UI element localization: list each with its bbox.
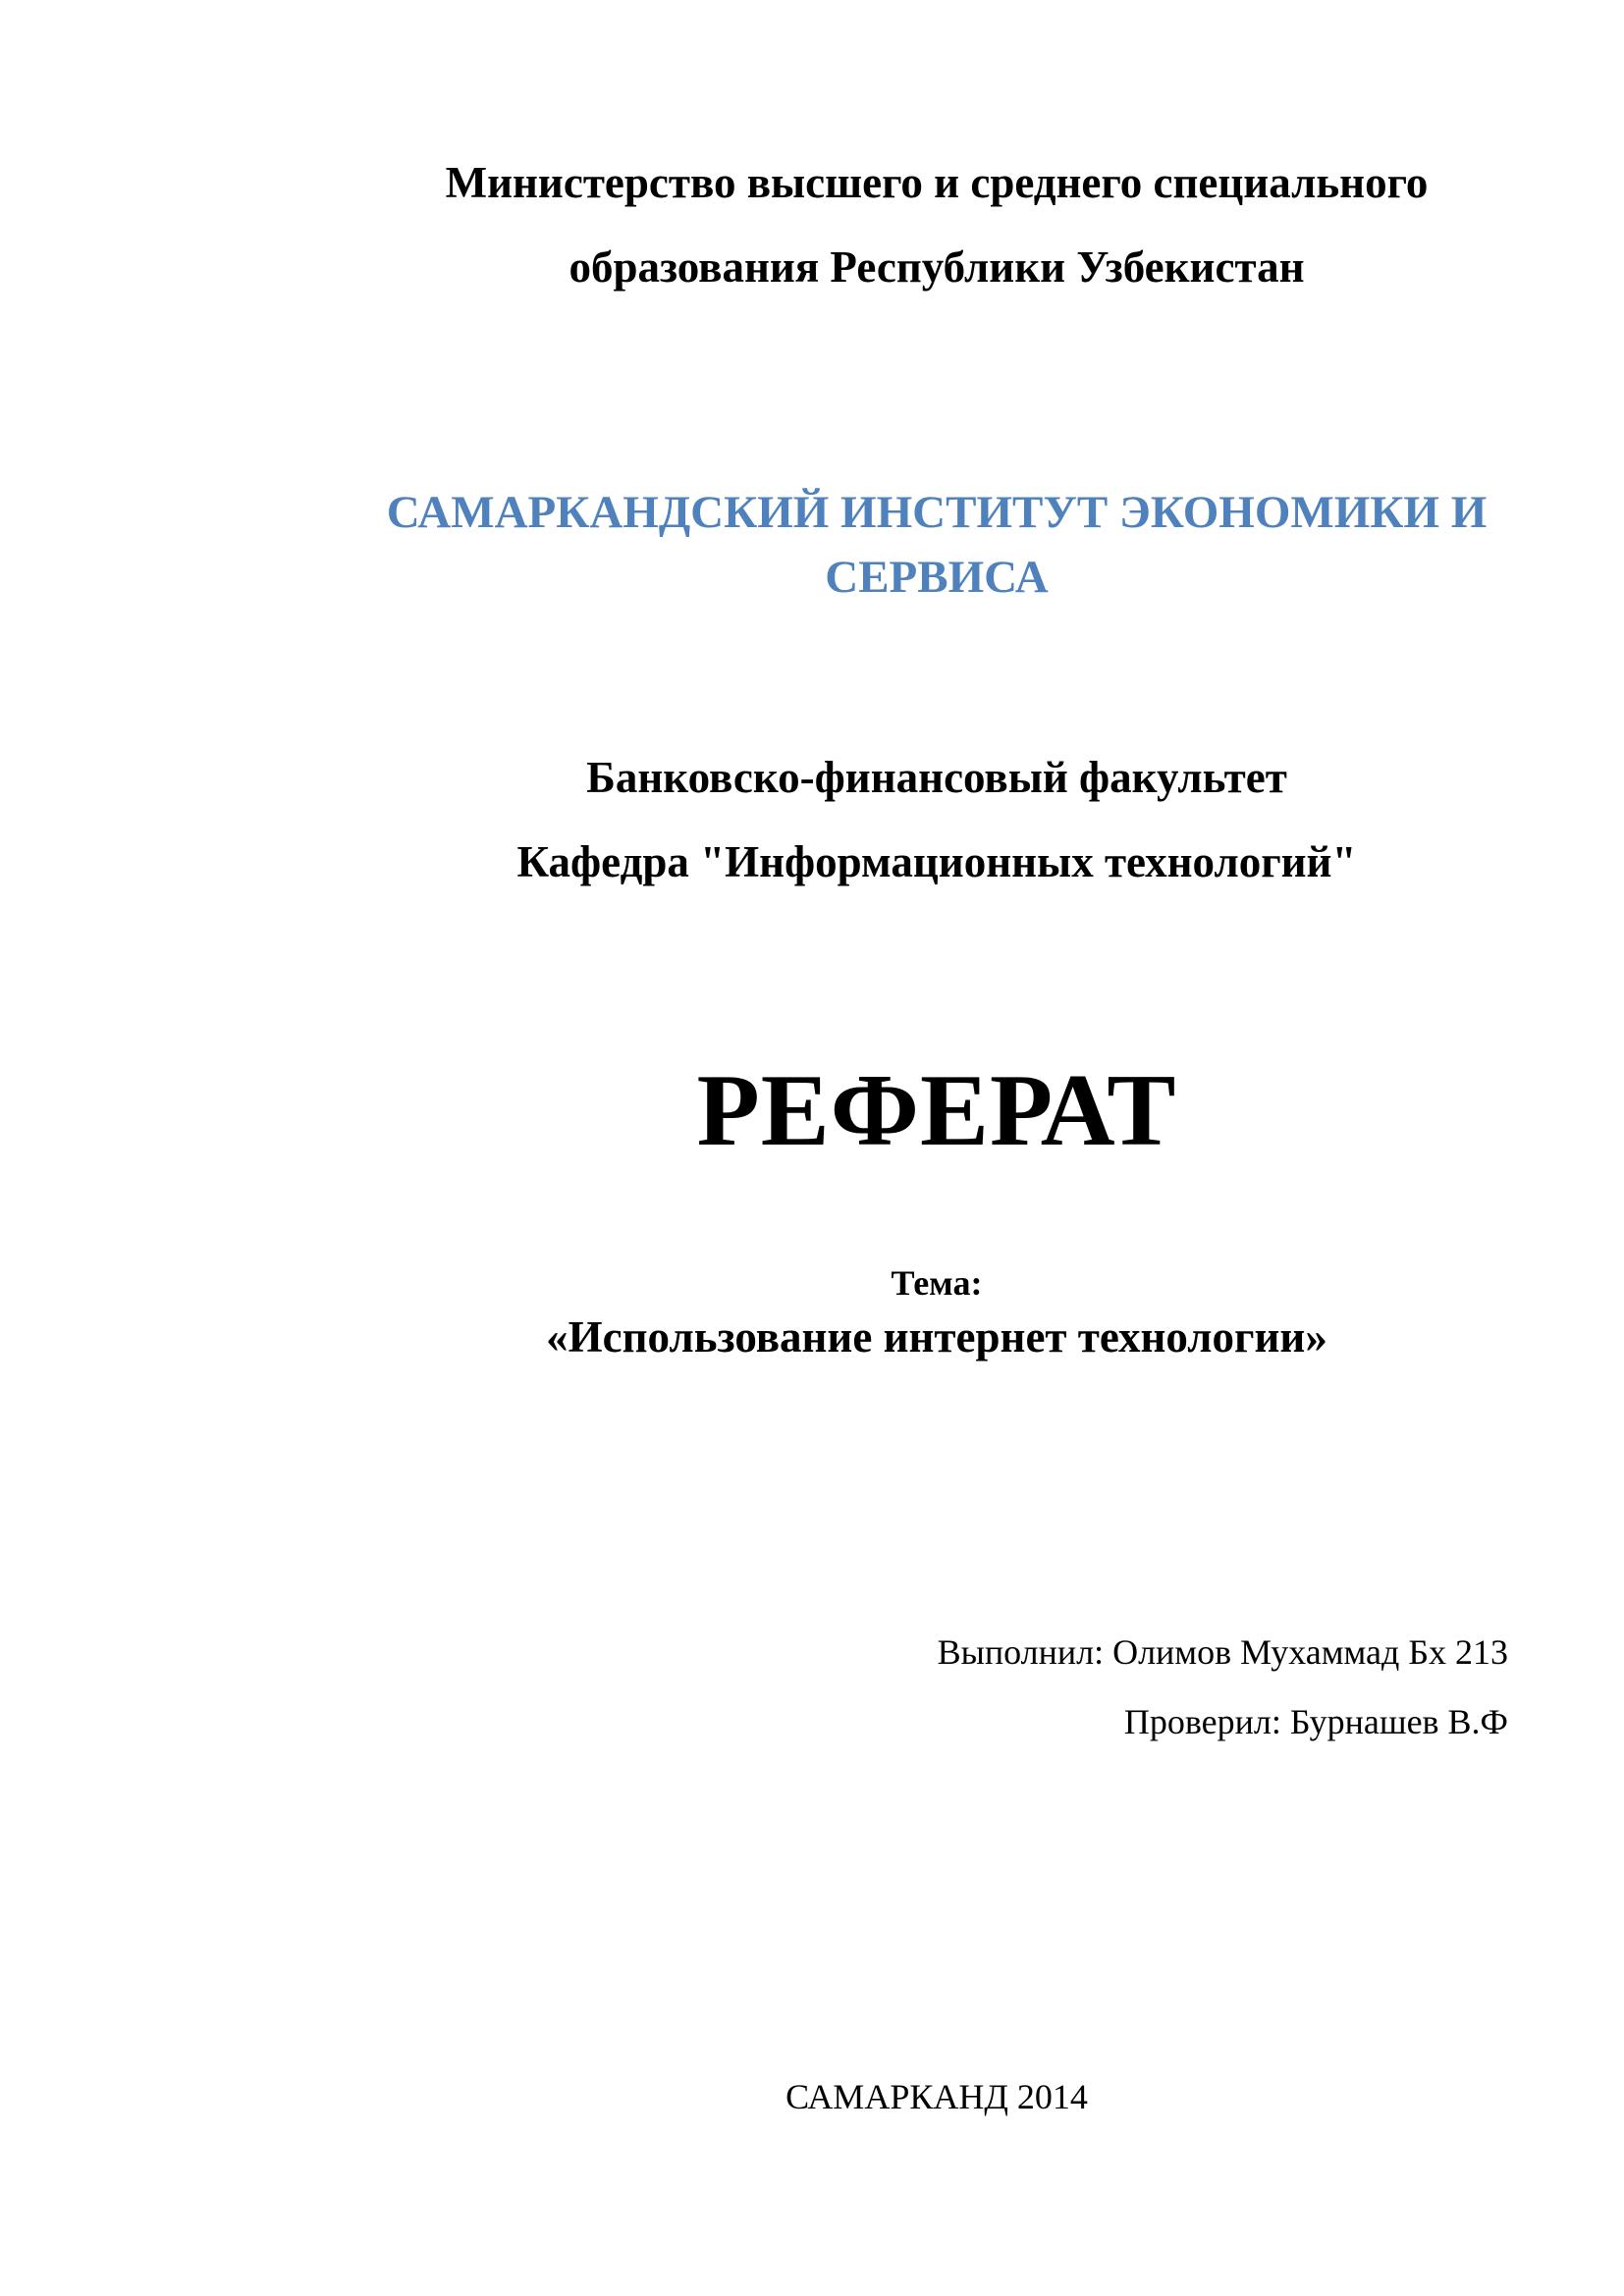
ministry-line-1: Министерство высшего и среднего специального — [445, 158, 1429, 207]
ministry-line-2: образования Республики Узбекистан — [568, 242, 1305, 292]
institute-name-line-1: САМАРКАНДСКИЙ ИНСТИТУТ ЭКОНОМИКИ И — [386, 487, 1488, 538]
theme-label: Тема: — [891, 1263, 983, 1303]
institute-name-line-2: СЕРВИСА — [825, 552, 1049, 603]
faculty-name: Банковско-финансовый факультет — [586, 753, 1287, 802]
checked-by: Проверил: Бурнашев В.Ф — [1123, 1702, 1508, 1741]
city-year: САМАРКАНД 2014 — [785, 2077, 1088, 2116]
document-type-heading: РЕФЕРАТ — [696, 1052, 1177, 1167]
theme-title: «Использование интернет технологии» — [546, 1312, 1327, 1362]
performed-by: Выполнил: Олимов Мухаммад Бх 213 — [937, 1632, 1508, 1672]
department-name: Кафедра "Информационных технологий" — [516, 837, 1357, 886]
